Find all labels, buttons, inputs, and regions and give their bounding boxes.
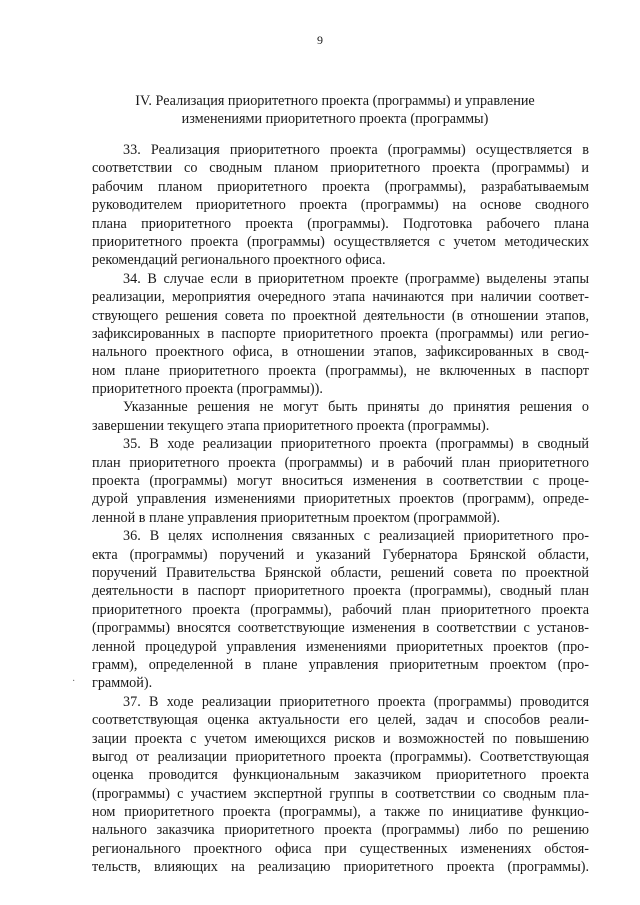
body-text-line: зации проекта с учетом имеющихся рисков и возможностей по повышению [92,730,589,747]
body-text-line: ленной в плане управления приоритетным проектом (программой). [92,509,501,526]
body-text-line: план приоритетного проекта (программы) и в рабочий план приоритетного [92,454,589,471]
body-text-line: ленной процедурой управления изменениями приоритетных проектов (про- [92,638,589,655]
section-title [120,93,550,128]
body-text-line: плана приоритетного проекта (программы). Подготовка рабочего плана [92,215,589,232]
margin-dot-mark: · [72,676,76,687]
body-text-line: 35. В ходе реализации приоритетного проекта (программы) в сводный [123,436,589,453]
body-text-line: нального проектного офиса, в отношении этапов, зафиксированных в свод- [92,344,589,361]
body-text-line: проекта (программы) могут вноситься изменения в соответствии с проце- [92,473,589,490]
body-text-line: 33. Реализация приоритетного проекта (программы) осуществляется в [123,142,589,158]
body-text-line: нального заказчика приоритетного проекта (программы) либо по решению [92,822,589,839]
body-text-line: (программы) с участием экспертной группы в соответствии со сводным пла- [92,785,589,802]
section-title-line: изменениями приоритетного проекта (программы) [181,110,489,127]
body-text-line: поручений Правительства Брянской области, решений совета по проектной [92,564,589,581]
body-text-line: ном плане приоритетного проекта (программы), не включенных в паспорт [92,362,589,379]
body-text-line: соответствии со сводным планом приоритетного проекта (программы) и [92,160,589,177]
body-text-line: рекомендаций регионального проектного офиса. [92,252,386,269]
body-text-line: руководителем приоритетного проекта (программы) на основе сводного [92,197,589,214]
body-text-line: соответствующая оценка актуальности его целей, задач и способов реали- [92,712,589,729]
body-text-line: ствующего решения совета по проектной деятельности (в отношении этапов, [92,307,589,324]
body-text-line: 34. В случае если в приоритетном проекте (программе) выделены этапы [123,270,589,287]
body-text-line: приоритетного проекта (программы)). [92,381,323,398]
body-text-line: грамм), определенной в плане управления приоритетным проектом (про- [92,656,589,673]
body-text-line: оценка проводится функциональным заказчиком приоритетного проекта [92,767,589,784]
body-text-line: регионального проектного офиса при существенных изменениях обстоя- [92,840,589,857]
body-text-line: (программы) вносятся соответствующие изменения в соответствии с установ- [92,620,589,637]
body-text-line: Указанные решения не могут быть приняты до принятия решения о [123,399,589,416]
body-text-line: граммой). [92,675,153,692]
body-text-line: рабочим планом приоритетного проекта (программы), разрабатываемым [92,178,589,195]
page-number: 9 [317,33,323,47]
body-text-line: дурой управления изменениями приоритетных проектов (программ), опреде- [92,491,589,508]
section-title-line: IV. Реализация приоритетного проекта (программы) и управление [135,93,535,109]
body-text-line: деятельности в паспорт приоритетного проекта (программы), сводный план [92,583,589,600]
body-text-line: екта (программы) поручений и указаний Губернатора Брянской области, [92,546,589,563]
body-text-line: приоритетного проекта (программы), рабочий план приоритетного проекта [92,601,589,618]
body-text-line: приоритетного проекта (программы) осуществляется с учетом методических [92,233,589,250]
body-text-line: ном приоритетного проекта (программы), а также по инициативе функцио- [92,804,589,821]
body-text-line: 36. В целях исполнения связанных с реализацией приоритетного про- [123,528,589,545]
body-text-line: завершении текущего этапа приоритетного проекта (программы). [92,417,490,434]
document-body [92,141,589,877]
body-text-line: выгод от реализации приоритетного проекта (программы). Соответствующая [92,748,589,765]
body-text-line: зафиксированных в паспорте приоритетного проекта (программы) или регио- [92,325,589,342]
body-text-line: реализации, мероприятия очередного этапа начинаются при наличии соответ- [92,289,589,306]
body-text-line: 37. В ходе реализации приоритетного проекта (программы) проводится [123,693,589,710]
body-text-line: тельств, влияющих на реализацию приоритетного проекта (программы). [92,859,589,876]
